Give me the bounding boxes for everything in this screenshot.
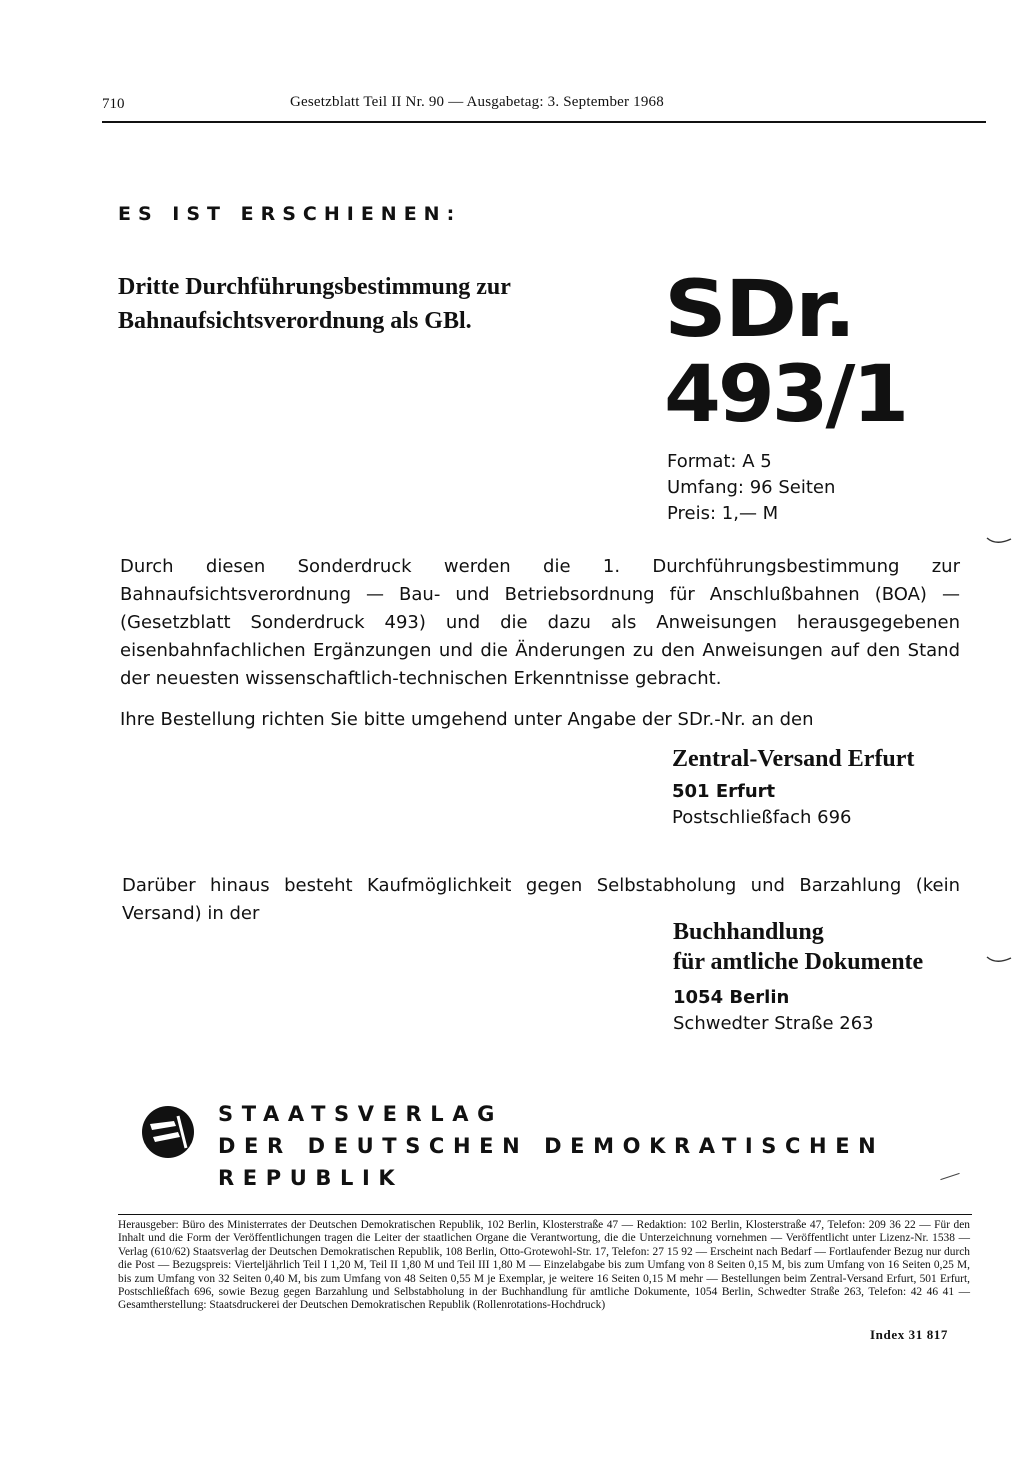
announcement-heading: ES IST ERSCHIENEN:	[118, 203, 462, 225]
purchase-paragraph: Darüber hinaus besteht Kaufmöglichkeit gegen Selbstabholung und Barzahlung (kein Versand) in der	[122, 875, 960, 924]
extent-text: Umfang: 96 Seiten	[667, 477, 836, 498]
sdr-label: SDr.	[664, 265, 855, 355]
index-number: Index 31 817	[870, 1327, 948, 1342]
buchhandlung-city: 1054 Berlin	[673, 987, 790, 1008]
buchhandlung-address	[673, 917, 923, 1037]
imprint-text: Herausgeber: Büro des Ministerrates der Deutschen Demokratischen Republik, 102 Berlin, Klosterstraße 47 — Redaktion: 102 Berlin, Klosterstraße 47, Telefon: 209 36 22 — Für den Inhalt und die Form der Veröffentlichungen tragen die Leiter der staatlichen Organe die Verantwortung, die die Unterzeichnung vornehmen — Veröffentlicht unter Lizenz-Nr. 1538 — Verlag (610/62) Staatsverlag der Deutschen Demokratischen Republik, 108 Berlin, Otto-Grotewohl-Str. 17, Telefon: 27 15 92 — Erscheint nach Bedarf — Fortlaufender Bezug nur durch die Post — Bezugspreis: Vierteljährlich Teil I 1,20 M, Teil II 1,80 M und Teil III 1,80 M — Einzelabgabe bis zum Umfang von 8 Seiten 0,15 M, bis zum Umfang von 16 Seiten 0,25 M, bis zum Umfang von 32 Seiten 0,40 M, bis zum Umfang von 48 Seiten 0,55 M je Exemplar, je weitere 16 Seiten 0,15 M mehr — Bestellungen beim Zentral-Versand Erfurt, 501 Erfurt, Postschließfach 696, sowie Bezug gegen Barzahlung und Selbstabholung in der Buchhandlung für amtliche Dokumente, 1054 Berlin, Schwedter Straße 263, Telefon: 42 46 41 — Gesamtherstellung: Staatsdruckerei der Deutschen Demokratischen Republik (Rollenrotations-Hochdruck)	[118, 1219, 970, 1312]
sdr-number: 493/1	[664, 350, 907, 440]
publisher-line-2: DER DEUTSCHEN DEMOKRATISCHEN REPUBLIK	[218, 1134, 885, 1190]
price-text: Preis: 1,— M	[667, 503, 779, 524]
margin-mark-icon	[986, 955, 1012, 965]
format-text: Format: A 5	[667, 451, 772, 472]
buchhandlung-name-line-1: Buchhandlung	[673, 919, 824, 945]
footer-rule	[118, 1214, 972, 1215]
document-title-line-2: Bahnaufsichtsverordnung als GBl.	[118, 308, 472, 334]
zentral-versand-name: Zentral-Versand Erfurt	[672, 746, 915, 772]
document-title	[118, 270, 638, 338]
buchhandlung-name-line-2: für amtliche Dokumente	[673, 949, 924, 975]
zentral-versand-city: 501 Erfurt	[672, 781, 776, 802]
header-title: Gesetzblatt Teil II Nr. 90 — Ausgabetag: 3. September 1968	[290, 94, 664, 110]
buchhandlung-street: Schwedter Straße 263	[673, 1013, 874, 1034]
page-number: 710	[102, 96, 125, 112]
document-title-line-1: Dritte Durchführungsbestimmung zur	[118, 274, 511, 300]
document-specs	[667, 449, 835, 527]
header-rule	[102, 121, 986, 123]
order-instruction: Ihre Bestellung richten Sie bitte umgehend unter Angabe der SDr.-Nr. an den	[120, 709, 814, 730]
zentral-versand-address	[672, 746, 914, 831]
body-paragraph: Durch diesen Sonderdruck werden die 1. Durchführungsbestimmung zur Bahnaufsichtsverordnung — Bau- und Betriebsordnung für Anschlußbahnen (BOA) — (Gesetzblatt Sonderdruck 493) und die dazu als Anweisungen herausgegebenen eisenbahnfachlichen Ergänzungen und die Änderungen zu den Anweisungen auf den Stand der neuesten wissenschaftlich-technischen Erkenntnisse gebracht.	[120, 556, 960, 689]
publisher-line-1: STAATSVERLAG	[218, 1102, 503, 1126]
publisher-logo-icon	[140, 1104, 196, 1160]
margin-mark-icon	[986, 536, 1012, 546]
publisher-name	[218, 1098, 1024, 1194]
zentral-versand-box: Postschließfach 696	[672, 807, 852, 828]
